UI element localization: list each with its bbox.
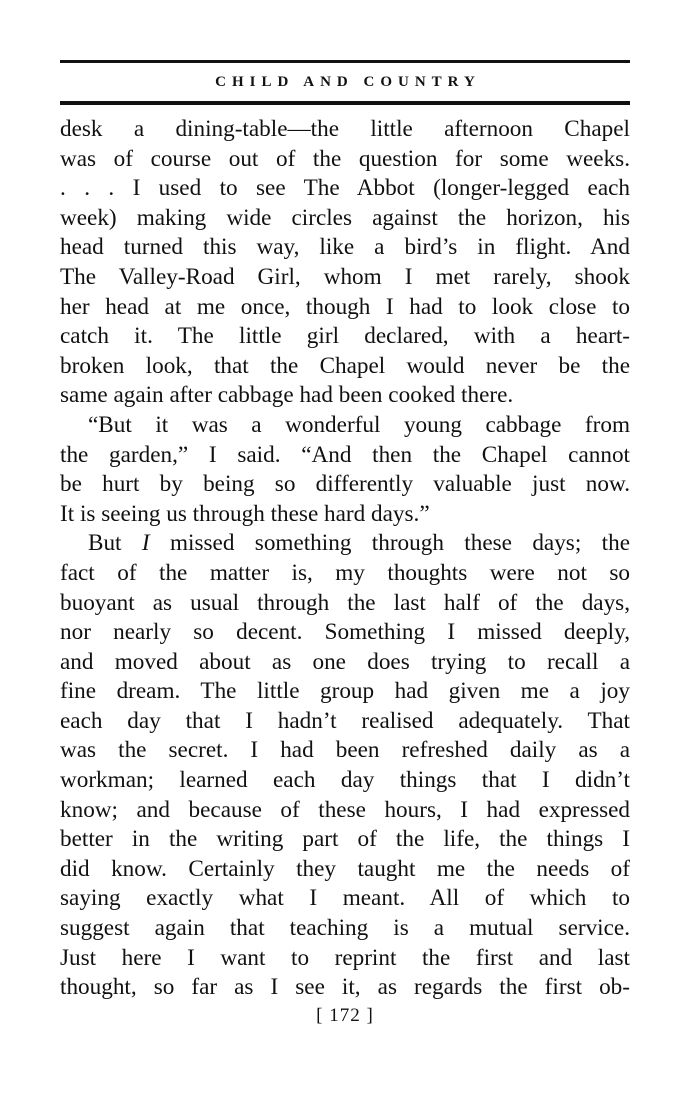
- text-line: workman; learned each day things that I didn’t: [60, 767, 630, 794]
- text-fragment: But: [88, 530, 142, 557]
- emphasized-word: I: [141, 530, 150, 557]
- text-line: fine dream. The little group had given me a joy: [60, 678, 630, 705]
- text-line: suggest again that teaching is a mutual service.: [60, 915, 630, 942]
- text-line: know; and because of these hours, I had expressed: [60, 796, 630, 823]
- text-line: desk a dining-table—the little afternoon Chapel: [60, 116, 630, 142]
- text-line: week) making wide circles against the horizon, his: [60, 204, 630, 231]
- body-text: [60, 115, 630, 1003]
- text-line: better in the writing part of the life, the things I: [60, 826, 630, 853]
- page-number: [ 172 ]: [316, 1004, 374, 1026]
- text-line: head turned this way, like a bird’s in flight. And: [60, 234, 630, 261]
- running-title: CHILD AND COUNTRY: [215, 74, 481, 90]
- book-page: [60, 60, 630, 1027]
- text-line: her head at me once, though I had to look close to: [60, 293, 630, 320]
- text-line: broken look, that the Chapel would never be the: [60, 352, 630, 379]
- text-line: was the secret. I had been refreshed daily as a: [60, 737, 630, 764]
- text-line: “But it was a wonderful young cabbage from: [88, 411, 630, 438]
- text-line: thought, so far as I see it, as regards the first ob-: [60, 974, 630, 1001]
- text-line: did know. Certainly they taught me the needs of: [60, 855, 630, 882]
- text-line: each day that I hadn’t realised adequately. That: [60, 707, 630, 734]
- text-line: buoyant as usual through the last half of the days,: [60, 589, 630, 616]
- text-line: nor nearly so decent. Something I missed deeply,: [60, 619, 630, 646]
- text-line: same again after cabbage had been cooked there.: [60, 382, 514, 409]
- text-line: was of course out of the question for some weeks.: [60, 145, 630, 172]
- text-line: [60, 529, 630, 559]
- text-line: fact of the matter is, my thoughts were not so: [60, 559, 630, 586]
- header-rule-bottom: [60, 101, 630, 105]
- text-line: catch it. The little girl declared, with a heart-: [60, 323, 630, 350]
- text-line: Just here I want to reprint the first and last: [60, 944, 630, 971]
- text-line: The Valley-Road Girl, whom I met rarely, shook: [60, 263, 630, 290]
- text-line: the garden,” I said. “And then the Chapel cannot: [60, 441, 630, 468]
- text-line: . . . I used to see The Abbot (longer-legged each: [60, 175, 630, 202]
- text-line: saying exactly what I meant. All of which to: [60, 885, 630, 912]
- text-fragment: missed something through these days; the: [149, 530, 630, 557]
- text-line: It is seeing us through these hard days.”: [60, 500, 430, 527]
- text-line: and moved about as one does trying to recall a: [60, 648, 630, 675]
- text-line: be hurt by being so differently valuable just now.: [60, 471, 630, 498]
